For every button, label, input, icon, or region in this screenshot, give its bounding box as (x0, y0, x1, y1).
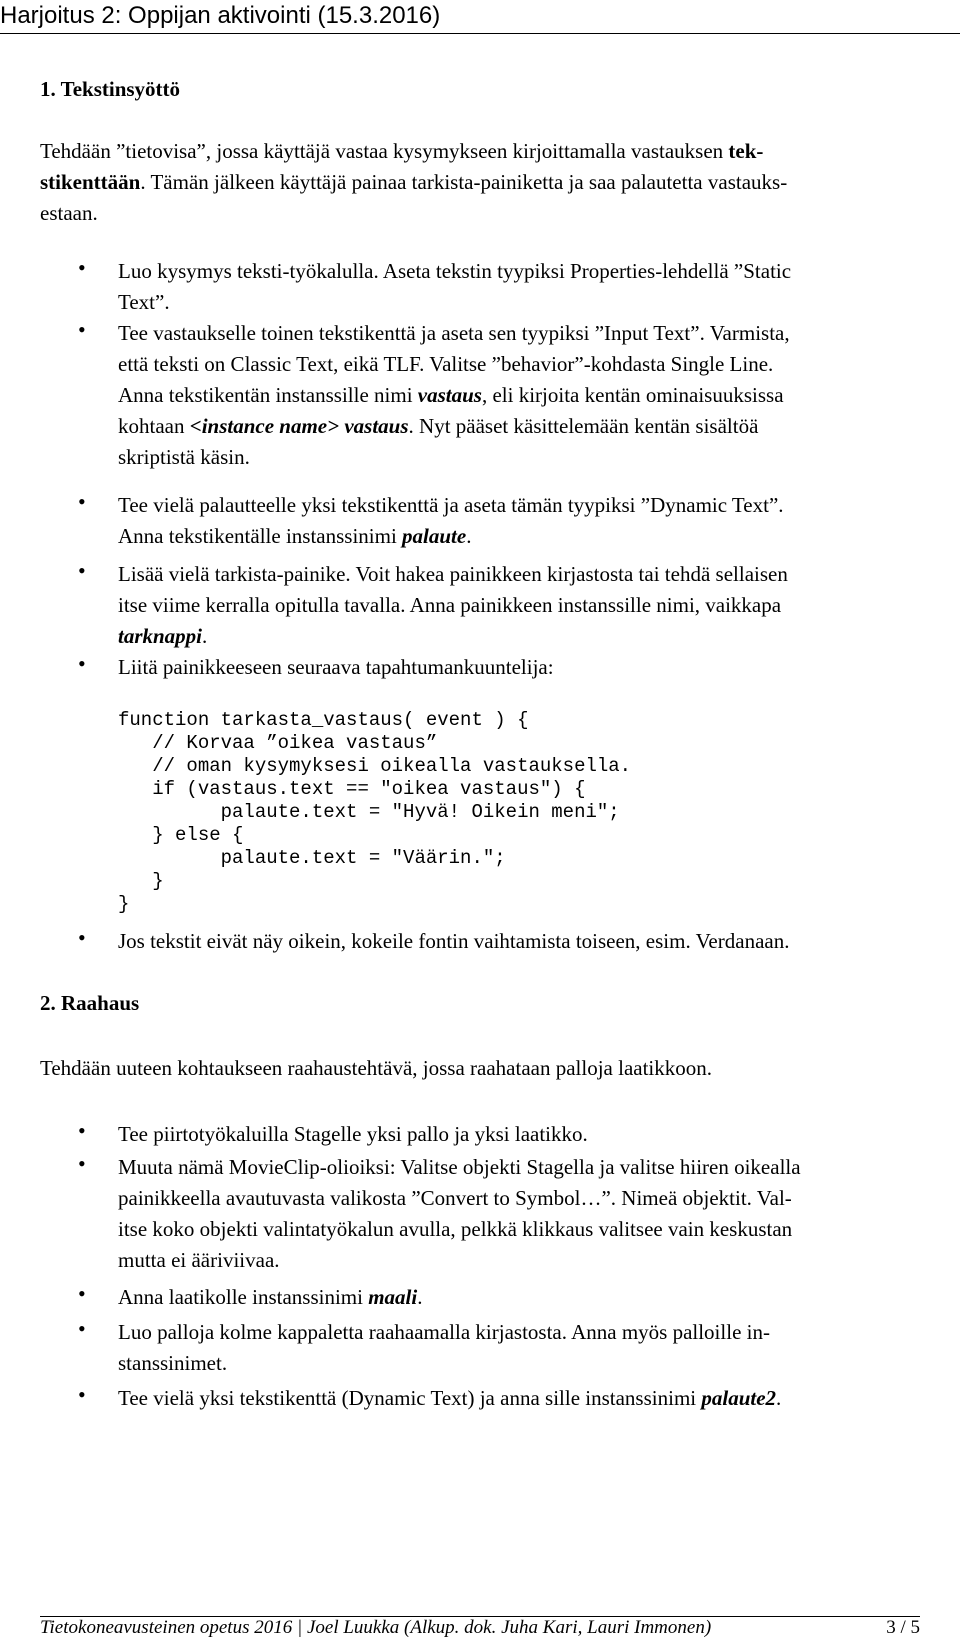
bullet-icon: • (78, 255, 86, 280)
code-line: palaute.text = "Hyvä! Oikein meni"; (118, 801, 620, 823)
s1-intro-line-1: Tehdään ”tietovisa”, jossa käyttäjä vastaa kysymykseen kirjoittamalla vastauksen tek- (40, 139, 764, 163)
section-heading-2: 2. Raahaus (40, 991, 140, 1015)
code-line: } (118, 893, 130, 915)
s1-bullet-4-line-1: Lisää vielä tarkista-painike. Voit hakea painikkeen kirjastosta tai tehdä sellaisen (118, 562, 788, 586)
code-line: } else { (118, 824, 244, 846)
s1-bullet-3-line-2: Anna tekstikentälle instanssinimi palaute. (118, 524, 472, 548)
code-line: if (vastaus.text == "oikea vastaus") { (118, 778, 586, 800)
code-line: // Korvaa ”oikea vastaus” (118, 732, 438, 754)
section-heading-1: 1. Tekstinsyöttö (40, 77, 181, 101)
s2-bullet-4-line-1: Luo palloja kolme kappaletta raahaamalla kirjastosta. Anna myös palloille in- (118, 1320, 770, 1344)
s1-bullet-2-line-1: Tee vastaukselle toinen tekstikenttä ja aseta sen tyypiksi ”Input Text”. Varmista, (118, 321, 790, 345)
s1-bullet-3-line-1: Tee vielä palautteelle yksi tekstikenttä ja aseta tämän tyypiksi ”Dynamic Text”. (118, 493, 784, 517)
s2-intro: Tehdään uuteen kohtaukseen raahaustehtävä, jossa raahataan palloja laatikkoon. (40, 1056, 712, 1080)
bullet-icon: • (78, 1281, 86, 1306)
bullet-icon: • (78, 651, 86, 676)
s1-bullet-4-line-2: itse viime kerralla opitulla tavalla. Anna painikkeen instanssille nimi, vaikkapa (118, 593, 782, 617)
code-line: } (118, 870, 164, 892)
s2-bullet-2-line-2: painikkeella avautuvasta valikosta ”Convert to Symbol…”. Nimeä objektit. Val- (118, 1186, 792, 1210)
s2-bullet-2-line-4: mutta ei ääriviivaa. (118, 1248, 280, 1272)
s2-bullet-2-line-3: itse koko objekti valintatyökalun avulla, pelkkä klikkaus valitsee vain keskustan (118, 1217, 793, 1241)
bullet-icon: • (78, 1118, 86, 1143)
s2-bullet-5: Tee vielä yksi tekstikenttä (Dynamic Text) ja anna sille instanssinimi palaute2. (118, 1386, 782, 1410)
page-title: Harjoitus 2: Oppijan aktivointi (15.3.2016) (0, 0, 960, 34)
bullet-icon: • (78, 1316, 86, 1341)
s1-bullet-1-line-2: Text”. (118, 290, 170, 314)
code-block (118, 709, 631, 916)
s1-bullet-5: Liitä painikkeeseen seuraava tapahtumankuuntelija: (118, 655, 554, 679)
s2-bullet-1: Tee piirtotyökaluilla Stagelle yksi pallo ja yksi laatikko. (118, 1122, 588, 1146)
bullet-icon: • (78, 558, 86, 583)
page-footer (40, 1616, 920, 1639)
s2-bullet-2-line-1: Muuta nämä MovieClip-olioiksi: Valitse objekti Stagella ja valitse hiiren oikealla (118, 1155, 801, 1179)
s1-bullet-2-line-3: Anna tekstikentän instanssille nimi vastaus, eli kirjoita kentän ominaisuuksissa (118, 383, 784, 407)
page-number: 3 / 5 (886, 1617, 920, 1638)
s1-bullet-4-line-3: tarknappi. (118, 624, 208, 648)
s2-bullet-3: Anna laatikolle instanssinimi maali. (118, 1285, 423, 1309)
s1-bullet-2-line-5: skriptistä käsin. (118, 445, 250, 469)
s1-bullet-2-line-4: kohtaan <instance name> vastaus. Nyt pääset käsittelemään kentän sisältöä (118, 414, 759, 438)
footer-text: Tietokoneavusteinen opetus 2016 | Joel Luukka (Alkup. dok. Juha Kari, Lauri Immonen) (40, 1617, 712, 1638)
s2-bullet-4-line-2: stanssinimet. (118, 1351, 228, 1375)
code-line: palaute.text = "Väärin."; (118, 847, 506, 869)
bullet-icon: • (78, 317, 86, 342)
s1-bullet-6: Jos tekstit eivät näy oikein, kokeile fontin vaihtamista toiseen, esim. Verdanaan. (118, 929, 790, 953)
bullet-icon: • (78, 489, 86, 514)
bullet-icon: • (78, 1151, 86, 1176)
code-line: // oman kysymyksesi oikealla vastauksella. (118, 755, 632, 777)
code-line: function tarkasta_vastaus( event ) { (118, 709, 529, 731)
s1-intro-line-3: estaan. (40, 201, 98, 225)
s1-bullet-1-line-1: Luo kysymys teksti-työkalulla. Aseta tekstin tyypiksi Properties-lehdellä ”Static (118, 259, 792, 283)
s1-intro-line-2: stikenttään. Tämän jälkeen käyttäjä painaa tarkista-painiketta ja saa palautetta vastauks- (40, 170, 788, 194)
bullet-icon: • (78, 1382, 86, 1407)
bullet-icon: • (78, 925, 86, 950)
s1-bullet-2-line-2: että teksti on Classic Text, eikä TLF. Valitse ”behavior”-kohdasta Single Line. (118, 352, 774, 376)
